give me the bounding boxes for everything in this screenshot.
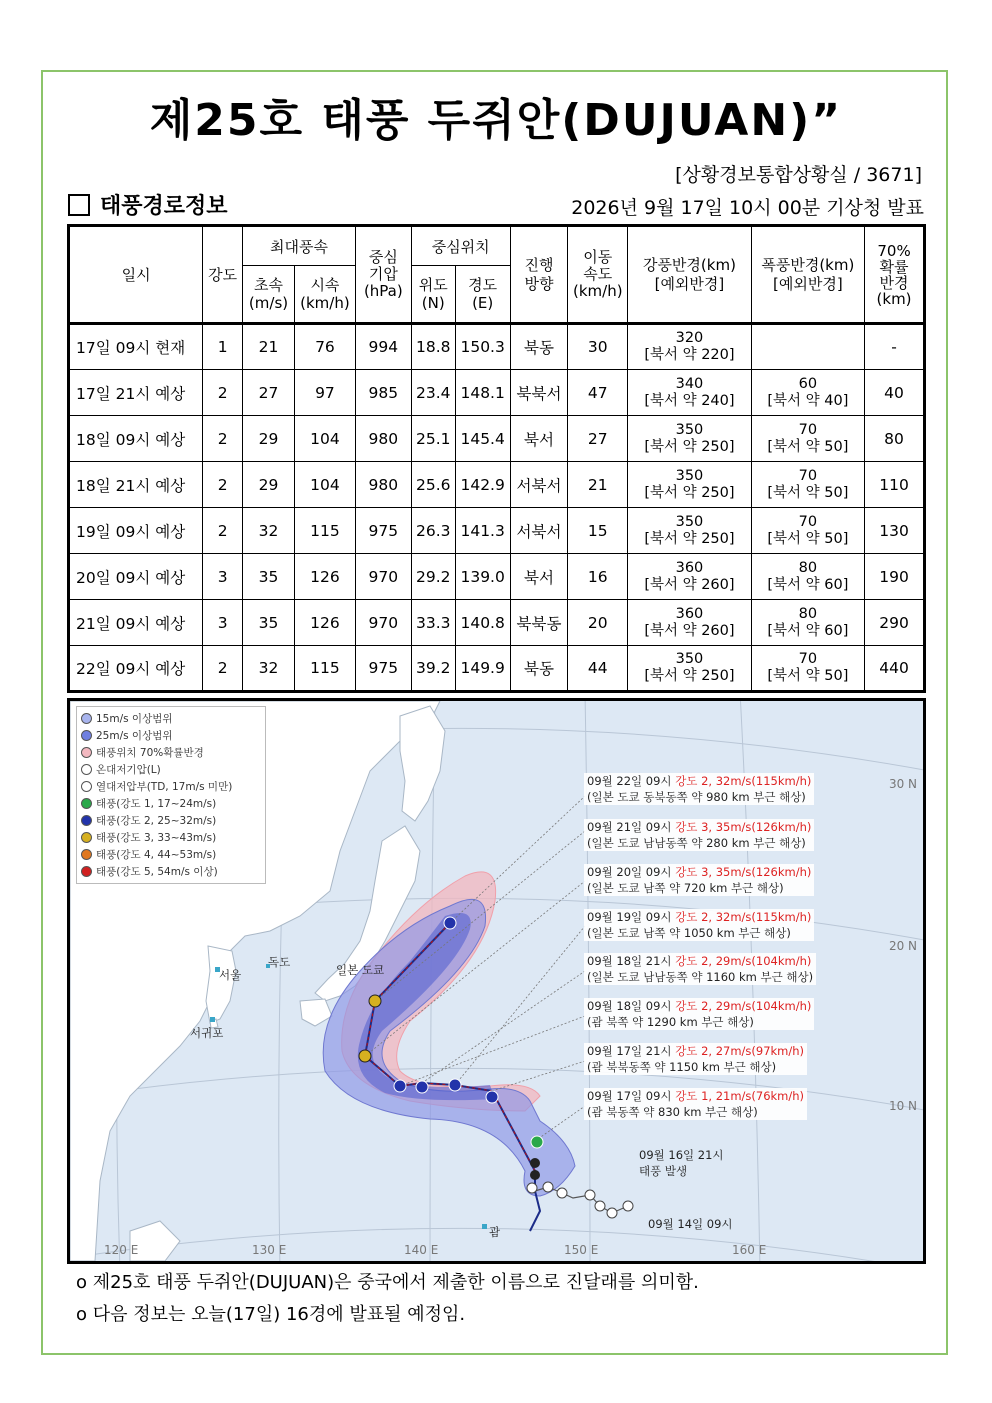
cell-wind-kmh: 126: [294, 600, 355, 646]
cell-lat: 39.2: [411, 646, 455, 692]
lat-label-30n: 30 N: [888, 777, 917, 791]
cell-pressure: 970: [355, 554, 411, 600]
cell-lat: 33.3: [411, 600, 455, 646]
legend-label: 열대저압부(TD, 17m/s 미만): [96, 781, 233, 793]
legend-item: [81, 778, 261, 795]
page-title: 제25호 태풍 두쥐안(DUJUAN)”: [149, 95, 843, 146]
cell-lon: 141.3: [455, 508, 510, 554]
legend-label: 태풍위치 70%확률반경: [96, 747, 204, 759]
callout-strength: 강도 2, 27m/s(97km/h): [675, 1044, 805, 1058]
legend-label: 태풍(강도 1, 17~24m/s): [96, 798, 217, 810]
genesis-label: [636, 1147, 727, 1179]
cell-intensity: 2: [203, 646, 243, 692]
cell-storm-radius-exception: [북서 약 60]: [767, 576, 849, 593]
cell-lon: 142.9: [455, 462, 510, 508]
cell-lon: 140.8: [455, 600, 510, 646]
header-gale-radius: 강풍반경(km) [예외반경]: [628, 226, 751, 324]
cell-time: 21일 09시 예상: [69, 600, 203, 646]
legend-swatch-icon: [81, 798, 92, 809]
place-dokdo: 독도: [268, 955, 291, 969]
map-legend: [76, 706, 266, 884]
cell-pressure: 994: [355, 324, 411, 370]
cell-gale-radius-value: 350: [675, 467, 704, 484]
cell-wind-ms: 35: [243, 554, 295, 600]
cell-lon: 148.1: [455, 370, 510, 416]
cell-storm-radius-exception: [북서 약 50]: [767, 530, 849, 547]
table-row: [69, 508, 925, 554]
callout-time: 09월 21일 09시: [587, 820, 672, 834]
cell-gale-radius: [628, 462, 751, 508]
place-seoul: 서울: [219, 968, 242, 982]
lon-label-140e: 140 E: [404, 1243, 439, 1257]
cell-storm-radius-exception: [북서 약 50]: [767, 668, 849, 684]
forecast-callout: [584, 819, 814, 851]
cell-probability-radius: -: [865, 324, 925, 370]
cell-intensity: 2: [203, 370, 243, 416]
legend-label: 태풍(강도 2, 25~32m/s): [96, 815, 217, 827]
legend-swatch-icon: [81, 849, 92, 860]
genesis-text: 태풍 발생: [639, 1164, 688, 1178]
cell-wind-ms: 21: [243, 324, 295, 370]
cell-storm-radius-exception: [북서 약 50]: [767, 484, 849, 501]
legend-item: [81, 727, 261, 744]
callout-location: (일본 도쿄 남남동쪽 약 1160 km 부근 해상): [587, 970, 814, 984]
cell-wind-ms: 35: [243, 600, 295, 646]
cell-gale-radius: [628, 508, 751, 554]
header-lat: 위도 (N): [411, 266, 455, 324]
cell-gale-radius-exception: [북서 약 250]: [644, 484, 735, 501]
header-center: 중심위치: [411, 226, 510, 266]
cell-gale-radius-exception: [북서 약 250]: [644, 438, 735, 455]
note-2: o 다음 정보는 오늘(17일) 16경에 발표될 예정임.: [76, 1304, 466, 1325]
cell-gale-radius: [628, 416, 751, 462]
cell-direction: 서북서: [510, 508, 568, 554]
cell-storm-radius-value: 70: [798, 651, 818, 667]
cell-storm-radius-value: 70: [798, 513, 818, 530]
legend-item: [81, 744, 261, 761]
cell-gale-radius: [628, 324, 751, 370]
cell-lat: 25.1: [411, 416, 455, 462]
cell-storm-radius-exception: [북서 약 50]: [767, 438, 849, 455]
place-tokyo: 일본 도쿄: [336, 963, 385, 977]
cell-speed: 44: [568, 646, 628, 692]
forecast-callout: [584, 773, 814, 805]
cell-lon: 145.4: [455, 416, 510, 462]
cell-time: 17일 21시 예상: [69, 370, 203, 416]
cell-storm-radius-exception: [북서 약 40]: [767, 392, 849, 409]
cell-direction: 서북서: [510, 462, 568, 508]
legend-item: [81, 710, 261, 727]
cell-probability-radius: 110: [865, 462, 925, 508]
cell-time: 18일 21시 예상: [69, 462, 203, 508]
header-direction: 진행 방향: [510, 226, 568, 324]
callout-time: 09월 18일 21시: [587, 954, 672, 968]
legend-label: 태풍(강도 3, 33~43m/s): [96, 832, 217, 844]
cell-wind-ms: 32: [243, 508, 295, 554]
cell-time: 18일 09시 예상: [69, 416, 203, 462]
typhoon-track-map: [67, 698, 926, 1264]
place-seogwipo: 서귀포: [190, 1026, 224, 1040]
cell-lat: 26.3: [411, 508, 455, 554]
callout-location: (괌 북북동쪽 약 1150 km 부근 해상): [587, 1060, 777, 1074]
cell-storm-radius: [751, 416, 864, 462]
header-wind-ms: 초속 (m/s): [243, 266, 295, 324]
typhoon-track-table: [67, 224, 926, 693]
cell-speed: 47: [568, 370, 628, 416]
cell-gale-radius-value: 340: [675, 375, 704, 392]
callout-time: 09월 17일 09시: [587, 1089, 672, 1103]
lon-label-130e: 130 E: [252, 1243, 287, 1257]
legend-label: 태풍(강도 4, 44~53m/s): [96, 849, 217, 861]
cell-wind-ms: 29: [243, 462, 295, 508]
legend-swatch-icon: [81, 730, 92, 741]
cell-wind-kmh: 76: [294, 324, 355, 370]
cell-storm-radius-value: 80: [798, 559, 818, 576]
cell-storm-radius-value: 70: [798, 421, 818, 438]
callout-strength: 강도 3, 35m/s(126km/h): [675, 865, 812, 879]
table-row: [69, 370, 925, 416]
callout-strength: 강도 2, 32m/s(115km/h): [675, 774, 812, 788]
callout-location: (일본 도쿄 남쪽 약 1050 km 부근 해상): [587, 926, 791, 940]
issue-time: 2026년 9월 17일 10시 00분 기상청 발표: [571, 197, 924, 219]
cell-wind-ms: 32: [243, 646, 295, 692]
legend-item: [81, 846, 261, 863]
cell-speed: 15: [568, 508, 628, 554]
callout-strength: 강도 2, 29m/s(104km/h): [675, 999, 812, 1013]
note-1: o 제25호 태풍 두쥐안(DUJUAN)은 중국에서 제출한 이름으로 진달래를 의미함.: [76, 1272, 699, 1293]
genesis-time: 09월 16일 21시: [639, 1148, 724, 1162]
cell-gale-radius-value: 360: [675, 559, 704, 576]
callout-time: 09월 22일 09시: [587, 774, 672, 788]
legend-swatch-icon: [81, 781, 92, 792]
cell-wind-kmh: 104: [294, 416, 355, 462]
header-wind-kmh: 시속 (km/h): [294, 266, 355, 324]
legend-swatch-icon: [81, 747, 92, 758]
callout-strength: 강도 1, 21m/s(76km/h): [675, 1089, 805, 1103]
cell-pressure: 985: [355, 370, 411, 416]
callout-time: 09월 18일 09시: [587, 999, 672, 1013]
cell-storm-radius: [751, 508, 864, 554]
cell-storm-radius: [751, 370, 864, 416]
legend-item: [81, 863, 261, 880]
cell-speed: 30: [568, 324, 628, 370]
legend-label: 25m/s 이상범위: [96, 730, 173, 742]
legend-label: 태풍(강도 5, 54m/s 이상): [96, 866, 218, 878]
cell-gale-radius: [628, 370, 751, 416]
cell-intensity: 3: [203, 600, 243, 646]
cell-storm-radius-value: 70: [798, 467, 818, 484]
legend-swatch-icon: [81, 815, 92, 826]
cell-lon: 150.3: [455, 324, 510, 370]
callout-location: (일본 도쿄 남남동쪽 약 280 km 부근 해상): [587, 836, 806, 850]
header-speed: 이동 속도 (km/h): [568, 226, 628, 324]
lon-label-160e: 160 E: [732, 1243, 767, 1257]
cell-storm-radius-exception: [북서 약 60]: [767, 622, 849, 639]
header-time: 일시: [69, 226, 203, 324]
cell-gale-radius: [628, 600, 751, 646]
legend-swatch-icon: [81, 832, 92, 843]
table-row: [69, 324, 925, 370]
section-heading: [68, 189, 228, 220]
cell-wind-kmh: 115: [294, 508, 355, 554]
cell-probability-radius: 290: [865, 600, 925, 646]
legend-item: [81, 795, 261, 812]
cell-time: 20일 09시 예상: [69, 554, 203, 600]
cell-direction: 북북서: [510, 370, 568, 416]
cell-wind-ms: 27: [243, 370, 295, 416]
cell-storm-radius: [751, 554, 864, 600]
legend-item: [81, 812, 261, 829]
header-lon: 경도 (E): [455, 266, 510, 324]
cell-gale-radius-value: 350: [675, 651, 704, 667]
forecast-callout: [584, 953, 816, 985]
forecast-callout: [584, 909, 814, 941]
header-max-wind: 최대풍속: [243, 226, 356, 266]
start-label: 09월 14일 09시: [648, 1217, 733, 1231]
header-probability-radius: 70% 확률 반경 (km): [865, 226, 925, 324]
section-title: 태풍경로정보: [100, 194, 228, 219]
cell-speed: 20: [568, 600, 628, 646]
forecast-callout: [584, 998, 814, 1030]
cell-probability-radius: 40: [865, 370, 925, 416]
cell-storm-radius: [751, 324, 864, 370]
cell-storm-radius: [751, 646, 864, 692]
cell-lat: 18.8: [411, 324, 455, 370]
table-row: [69, 600, 925, 646]
cell-gale-radius: [628, 646, 751, 692]
office-contact: [상황경보통합상황실 / 3671]: [675, 164, 922, 186]
cell-probability-radius: 190: [865, 554, 925, 600]
cell-pressure: 975: [355, 508, 411, 554]
cell-direction: 북동: [510, 324, 568, 370]
forecast-callout: [584, 1043, 807, 1075]
callout-location: (일본 도쿄 동북동쪽 약 980 km 부근 해상): [587, 790, 806, 804]
checkbox-square-icon: [68, 194, 90, 216]
cell-speed: 27: [568, 416, 628, 462]
cell-pressure: 970: [355, 600, 411, 646]
cell-speed: 21: [568, 462, 628, 508]
cell-gale-radius-exception: [북서 약 260]: [644, 576, 735, 593]
lon-label-120e: 120 E: [104, 1243, 139, 1257]
table-row: [69, 416, 925, 462]
cell-gale-radius-value: 350: [675, 513, 704, 530]
cell-pressure: 980: [355, 462, 411, 508]
cell-gale-radius-value: 360: [675, 605, 704, 622]
lon-label-150e: 150 E: [564, 1243, 599, 1257]
cell-gale-radius-exception: [북서 약 250]: [644, 530, 735, 547]
cell-storm-radius-value: 60: [798, 375, 818, 392]
cell-direction: 북서: [510, 416, 568, 462]
cell-intensity: 3: [203, 554, 243, 600]
callout-strength: 강도 3, 35m/s(126km/h): [675, 820, 812, 834]
cell-pressure: 980: [355, 416, 411, 462]
cell-gale-radius-value: 350: [675, 421, 704, 438]
cell-intensity: 2: [203, 462, 243, 508]
cell-time: 22일 09시 예상: [69, 646, 203, 692]
callout-strength: 강도 2, 29m/s(104km/h): [675, 954, 812, 968]
cell-gale-radius-value: 320: [675, 330, 704, 346]
table-row: [69, 462, 925, 508]
cell-wind-kmh: 97: [294, 370, 355, 416]
header-intensity: 강도: [203, 226, 243, 324]
table-row: [69, 554, 925, 600]
legend-label: 15m/s 이상범위: [96, 713, 173, 725]
legend-swatch-icon: [81, 713, 92, 724]
cell-wind-ms: 29: [243, 416, 295, 462]
callout-time: 09월 20일 09시: [587, 865, 672, 879]
cell-time: 17일 09시 현재: [69, 324, 203, 370]
cell-wind-kmh: 115: [294, 646, 355, 692]
cell-pressure: 975: [355, 646, 411, 692]
legend-swatch-icon: [81, 866, 92, 877]
cell-storm-radius: [751, 462, 864, 508]
cell-wind-kmh: 126: [294, 554, 355, 600]
cell-storm-radius-value: 80: [798, 605, 818, 622]
forecast-callout: [584, 864, 814, 896]
callout-location: (괌 북동쪽 약 830 km 부근 해상): [587, 1105, 758, 1119]
cell-storm-radius: [751, 600, 864, 646]
header-storm-radius: 폭풍반경(km) [예외반경]: [751, 226, 864, 324]
cell-wind-kmh: 104: [294, 462, 355, 508]
cell-intensity: 1: [203, 324, 243, 370]
lat-label-10n: 10 N: [888, 1099, 917, 1113]
callout-location: (괌 북쪽 약 1290 km 부근 해상): [587, 1015, 754, 1029]
lat-label-20n: 20 N: [888, 939, 917, 953]
cell-gale-radius-exception: [북서 약 260]: [644, 622, 735, 639]
cell-lon: 149.9: [455, 646, 510, 692]
cell-probability-radius: 130: [865, 508, 925, 554]
cell-time: 19일 09시 예상: [69, 508, 203, 554]
cell-direction: 북서: [510, 554, 568, 600]
legend-item: [81, 829, 261, 846]
cell-lat: 29.2: [411, 554, 455, 600]
cell-lat: 25.6: [411, 462, 455, 508]
legend-label: 온대저기압(L): [96, 764, 161, 776]
header-pressure: 중심 기압 (hPa): [355, 226, 411, 324]
cell-probability-radius: 440: [865, 646, 925, 692]
table-row: [69, 646, 925, 692]
callout-strength: 강도 2, 32m/s(115km/h): [675, 910, 812, 924]
cell-direction: 북북동: [510, 600, 568, 646]
legend-swatch-icon: [81, 764, 92, 775]
cell-gale-radius-exception: [북서 약 220]: [644, 347, 735, 363]
callout-location: (일본 도쿄 남쪽 약 720 km 부근 해상): [587, 881, 784, 895]
cell-gale-radius-exception: [북서 약 250]: [644, 668, 735, 684]
cell-lat: 23.4: [411, 370, 455, 416]
cell-intensity: 2: [203, 416, 243, 462]
place-guam: 괌: [489, 1225, 501, 1239]
callout-time: 09월 17일 21시: [587, 1044, 672, 1058]
legend-item: [81, 761, 261, 778]
cell-probability-radius: 80: [865, 416, 925, 462]
cell-gale-radius-exception: [북서 약 240]: [644, 392, 735, 409]
cell-intensity: 2: [203, 508, 243, 554]
cell-direction: 북동: [510, 646, 568, 692]
cell-speed: 16: [568, 554, 628, 600]
forecast-callout: [584, 1088, 807, 1120]
cell-gale-radius: [628, 554, 751, 600]
cell-lon: 139.0: [455, 554, 510, 600]
callout-time: 09월 19일 09시: [587, 910, 672, 924]
